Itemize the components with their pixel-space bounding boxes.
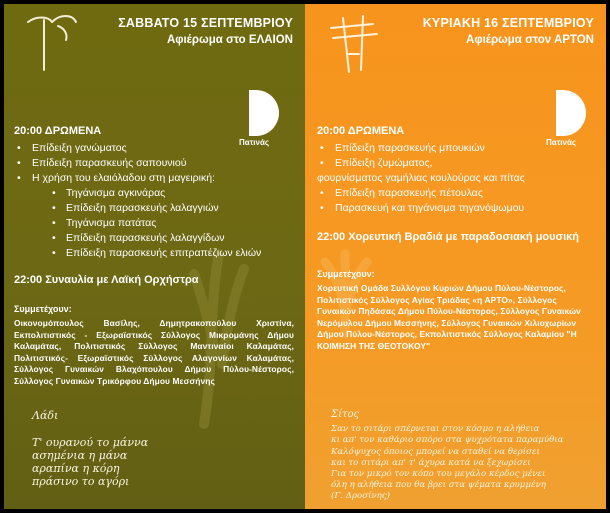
sunday-date: ΚΥΡΙΑΚΗ 16 ΣΕΠΤΕΜΒΡΙΟΥ <box>422 16 594 30</box>
sunday-poem <box>331 409 563 503</box>
saturday-date: ΣΑΒΒΑΤΟ 15 ΣΕΠΤΕΜΒΡΙΟΥ <box>118 16 293 30</box>
list-item: • Τηγάνισμα πατάτας <box>14 216 294 231</box>
sunday-panel <box>305 4 606 509</box>
poem-author: (Γ. Δροσίνης) <box>331 491 390 502</box>
poem-line: Τ' ουρανού το μάννα <box>32 436 149 449</box>
moon-caption: Πατινάς <box>239 138 270 147</box>
sunday-header <box>423 16 594 46</box>
saturday-panel <box>4 4 305 509</box>
saturday-items <box>14 141 294 261</box>
saturday-program <box>14 124 294 387</box>
sunday-participants-text: Χορευτική Ομάδα Συλλόγου Κυριών Δήμου Πύλου-Νέστορος, Πολιτιστικός Σύλλογος Αγίας Τριάδας «η ΑΡΤΟ», Σύλλογος Γυναικών Πηδάσας Δήμου Πύλου-Νέστορος, Σύλλογος Γυναικών Νερόμυλου Δήμου Μεσσήνης, Σύλλογος Γυναικών Χιλιοχωρίων Δήμου Πύλου-Νέστορος, Εκπολιτιστικός Σύλλογος Καλαμίου "Η ΚΟΙΜΗΣΗ ΤΗΣ ΘΕΟΤΟΚΟΥ" <box>317 283 581 351</box>
poem-line: ασημένια η μάνα <box>32 449 128 462</box>
list-item: • Επίδειξη παρασκευής επιτραπέζιων ελιών <box>14 246 294 261</box>
sunday-subtitle: Αφιέρωμα στον ΑΡΤΟΝ <box>466 34 594 46</box>
list-item: • Επίδειξη παρασκευής σαπουνιού <box>14 156 294 171</box>
cooking-sublist <box>14 186 294 261</box>
saturday-event-line: 22:00 Συναυλία με Λαϊκή Ορχήστρα <box>14 274 199 286</box>
poem-line: Για τον μικρό τον κόπο του μεγάλο κέρδος μένει <box>331 469 546 480</box>
saturday-subtitle: Αφιέρωμα στο ΕΛΑΙΟΝ <box>166 34 293 46</box>
cooking-sublist-wrapper <box>14 186 294 261</box>
list-item: • Επίδειξη παρασκευής μπουκιών <box>317 141 597 156</box>
poem-line: Καλόψυχος όποιος μπορεί να σταθεί να θερίσει <box>331 446 540 457</box>
sunday-program <box>317 124 597 352</box>
olive-symbol-icon <box>22 12 82 74</box>
poem-line: κι απ' τον καθάριο σπόρο στα ψυχρότατα παραμύθια <box>331 435 564 446</box>
poem-line: όλη η αλήθεια που θα βρει στα ψέματα κρυμμένη <box>331 480 546 491</box>
saturday-participants-title: Συμμετέχουν: <box>14 304 72 314</box>
program-poster <box>4 4 606 509</box>
list-item: • Η χρήση του ελαιόλαδου στη μαγειρική: <box>14 171 294 186</box>
list-item: • Παρασκευή και τηγάνισμα τηγανόψωμου <box>317 201 597 216</box>
poem-line: πράσινο το αγόρι <box>32 475 130 488</box>
list-item: • Επίδειξη γανώματος <box>14 141 294 156</box>
list-item: • Επίδειξη παρασκευής λαλαγγιών <box>14 201 294 216</box>
list-item: • Επίδειξη παρασκευής πέτουλας <box>317 186 597 201</box>
sunday-items <box>317 141 597 216</box>
poem-title: Λάδι <box>32 409 59 422</box>
poem-line: αραπίνα η κόρη <box>32 462 120 475</box>
list-item: • Τηγάνισμα αγκινάρας <box>14 186 294 201</box>
saturday-time-line: 20:00 ΔΡΩΜΕΝΑ <box>14 125 102 137</box>
saturday-header <box>118 16 293 46</box>
sunday-event-line: 22:00 Χορευτική Βραδιά με παραδοσιακή μουσική <box>317 231 579 243</box>
sunday-time-line: 20:00 ΔΡΩΜΕΝΑ <box>317 125 405 137</box>
saturday-poem <box>32 409 148 488</box>
moon-caption: Πατινάς <box>546 138 577 147</box>
bread-symbol-icon <box>327 14 387 76</box>
poem-title: Σίτος <box>331 409 360 420</box>
poem-line: Σαν το σιτάρι σπέρνεται στον κόσμο η αλήθεια <box>331 424 540 435</box>
saturday-participants-text: Οικονομόπουλος Βασίλης, Δημητρακοπούλου Χριστίνα, Εκπολιτιστικός - Εξωραϊστικός Σύλλογος Μικρομάνης Δήμου Καλαμάτας, Πολιτιστικός Σύλλογος Μαντιναίοι Καλαμάτας, Πολιτιστικός- Εξωραϊστικός Σύλλογος Αλαγονίων Καλαμάτας, Σύλλογος Γυναικών Βλαχόπουλου Δήμου Πύλου-Νέστορος, Σύλλογος Γυναικών Τρικόρφου Δήμου Μεσσήνης <box>14 318 294 386</box>
list-item: • Επίδειξη παρασκευής λαλαγγίδων <box>14 231 294 246</box>
list-item-continuation: φουρνίσματος γαμήλιας κουλούρας και πίτας <box>317 172 525 184</box>
list-item: • Επίδειξη ζυμώματος, <box>317 156 597 171</box>
sunday-participants-title: Συμμετέχουν: <box>317 269 375 279</box>
poem-line: και το σιτάρι απ' τ' άχυρα κατά να ξεχωρίσει <box>331 457 531 468</box>
